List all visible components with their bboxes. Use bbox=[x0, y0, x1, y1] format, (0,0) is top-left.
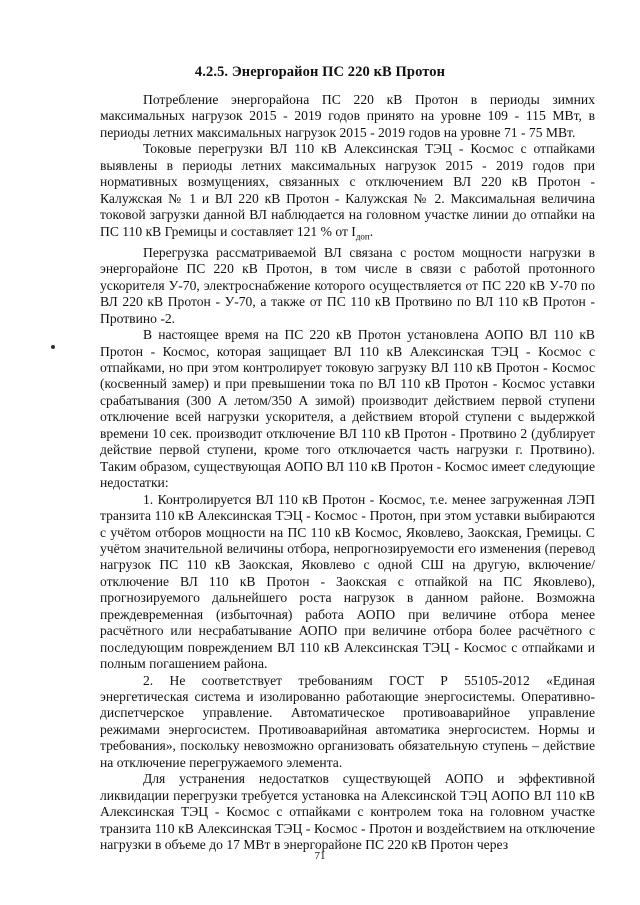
section-title: 4.2.5. Энергорайон ПС 220 кВ Протон bbox=[194, 64, 446, 80]
current-subscript: доп bbox=[355, 231, 370, 242]
paragraph-overloads-text: Токовые перегрузки ВЛ 110 кВ Алексинская ТЭЦ - Космос с отпайками выявлены в периоды летних максимальных нагрузок 2015 - 2019 годов при нормативных возмущениях, связанных с отключением ВЛ 220 кВ Протон - Калужская № 1 и ВЛ 220 кВ Протон - Калужская № 2. Максимальная величина токовой загрузки данной ВЛ наблюдается на головном участке линии до отпайки на ПС 110 кВ Гремицы и составляет 121 % от I bbox=[100, 141, 595, 239]
list-item-1: 1. Контролируется ВЛ 110 кВ Протон - Космос, т.е. менее загруженная ЛЭП транзита 110 кВ Алексинская ТЭЦ - Космос - Протон, при этом уставки выбираются с учётом отборов мощности на ПС 110 кВ Космос, Яковлево, Заокская, Гремицы. С учётом значительной величины отбора, непрогнозируемости его изменения (перевод нагрузок ПС 110 кВ Заокская, Яковлево с одной СШ на другую, включение/отключение ВЛ 110 кВ Протон - Заокская с отпайкой на ПС Яковлево), прогнозируемого дальнейшего роста нагрузок в данном районе. Возможна преждевременная (избыточная) работа АОПО при величине отбора менее расчётного или несрабатывание АОПО при величине отбора более расчётного с последующим повреждением ВЛ 110 кВ Алексинская ТЭЦ - Космос с отпайками и полным погашением района. bbox=[100, 491, 595, 672]
document-body bbox=[100, 92, 595, 854]
paragraph-solution: Для устранения недостатков существующей АОПО и эффективной ликвидации перегрузки требуется установка на Алексинской ТЭЦ АОПО ВЛ 110 кВ Алексинская ТЭЦ - Космос с отпайками с контролем тока на головном участке транзита 110 кВ Алексинская ТЭЦ - Космос - Протон и воздействием на отключение нагрузки в объеме до 17 МВт в энергорайоне ПС 220 кВ Протон через bbox=[100, 771, 595, 853]
paragraph-overloads-end: . bbox=[369, 223, 374, 239]
paragraph-current-aopo: В настоящее время на ПС 220 кВ Протон установлена АОПО ВЛ 110 кВ Протон - Космос, которая защищает ВЛ 110 кВ Алексинская ТЭЦ - Космос с отпайками, но при этом контролирует токовую загрузку ВЛ 110 кВ Протон - Космос (косвенный замер) и при превышении тока по ВЛ 110 кВ Протон - Космос уставки срабатывания (300 А летом/350 А зимой) производит действием первой ступени отключение всей нагрузки ускорителя, а действием второй ступени с выдержкой времени 10 сек. производит отключение ВЛ 110 кВ Протон - Протвино 2 (дублирует действие первой ступени, кроме того отключается часть нагрузки г. Протвино). Таким образом, существующая АОПО ВЛ 110 кВ Протон - Космос имеет следующие недостатки: bbox=[100, 327, 595, 491]
paragraph-overload-cause: Перегрузка рассматриваемой ВЛ связана с ростом мощности нагрузки в энергорайоне ПС 220 кВ Протон, в том числе в связи с работой протонного ускорителя У-70, электроснабжение которого осуществляется от ПС 220 кВ У-70 по ВЛ 220 кВ Протон - У-70, а также от ПС 110 кВ Протвино по ВЛ 110 кВ Протон - Протвино -2. bbox=[100, 244, 595, 326]
margin-dot bbox=[51, 345, 55, 349]
paragraph-consumption: Потребление энергорайона ПС 220 кВ Протон в периоды зимних максимальных нагрузок 2015 - 2019 годов принято на уровне 109 - 115 МВт, в периоды летних максимальных нагрузок 2015 - 2019 годов на уровне 71 - 75 МВт. bbox=[100, 92, 595, 140]
list-item-2: 2. Не соответствует требованиям ГОСТ Р 55105-2012 «Единая энергетическая система и изолированно работающие энергосистемы. Оперативно-диспетчерское управление. Автоматическое противоаварийное управление режимами энергосистем. Противоаварийная автоматика энергосистем. Нормы и требования», поскольку невозможно организовать обязательную ступень – действие на отключение перегружаемого элемента. bbox=[100, 672, 595, 770]
page-number: 71 bbox=[314, 850, 326, 862]
paragraph-overloads bbox=[100, 141, 595, 244]
